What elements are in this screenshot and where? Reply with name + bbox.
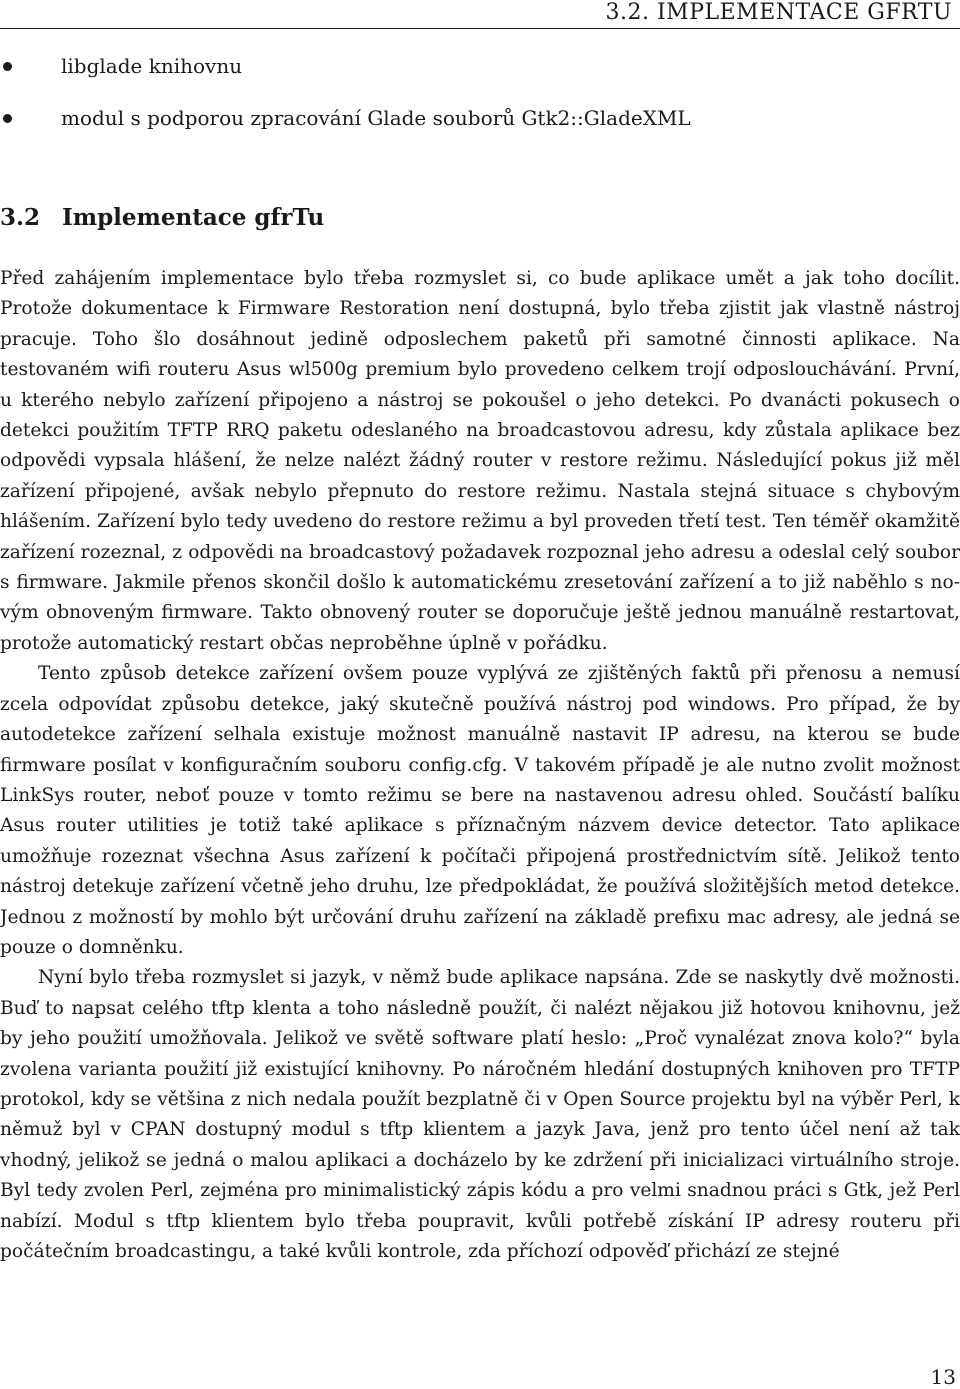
running-header: 3.2. IMPLEMENTACE GFRTU	[605, 0, 952, 25]
paragraph: Tento způsob detekce zařízení ovšem pouze vyplývá ze zjištěných faktů při přenosu a nemusí zcela odpovídat způsobu detekce, jaký skutečně používá nástroj pod windows. Pro případ, že by autodetekce zařízení selhala existuje možnost manuálně nastavit IP adresu, na kterou se bude firmware posílat v konfiguračním souboru config.cfg. V takovém případě je ale nutno zvolit možnost LinkSys router, neboť pouze v tomto režimu se bere na nastavenou adresu ohled. Součástí balíku Asus router utilities je totiž také aplikace s příznačným názvem device detector. Tato aplikace umožňuje rozeznat všechna Asus zařízení k počítači připojená prostřednictvím sítě. Jelikož tento nástroj detekuje zařízení včetně jeho druhu, lze předpokládat, že používá složitějších metod detekce. Jednou z možností by mohlo být určování druhu zařízení na základě prefixu mac adresy, ale jedná se pouze o domněnku.	[0, 663, 960, 958]
paragraph: Nyní bylo třeba rozmyslet si jazyk, v němž bude aplikace napsána. Zde se naskytly dvě možnosti. Buď to napsat celého tftp klenta a toho následně použít, či nalézt nějakou již hotovou knihovnu, jež by jeho použití umožňovala. Jelikož ve světě software platí heslo: „Proč vynalézat znova kolo?“ byla zvolena varianta použití již existující knihovny. Po náročném hledání dostupných knihoven pro TFTP protokol, kdy se většina z nich nedala použít bezplatně či v Open Source projektu byl na výběr Perl, k němuž byl v CPAN dostupný modul s tftp klientem a jazyk Java, jenž pro tento účel není až tak vhodný, jelikož se jedná o malou aplikaci a docházelo by ke zdržení při inicializaci virtuálního stroje. Byl tedy zvolen Perl, zejména pro minimalistický zápis kódu a pro velmi snadnou práci s Gtk, jež Perl nabízí. Modul s tftp klientem bylo třeba poupravit, kvůli potřebě získání IP adresy routeru při počátečním broadcastingu, a také kvůli kontrole, zda příchozí odpověď přichází ze stejné	[0, 967, 960, 1262]
section-title: Implementace gfrTu	[62, 204, 325, 231]
body-text	[0, 264, 960, 1267]
bullet-icon	[3, 62, 12, 71]
page-number: 13	[930, 1365, 956, 1389]
bullet-list	[0, 46, 960, 150]
section-number: 3.2	[0, 204, 41, 231]
paragraph: Před zahájením implementace bylo třeba rozmyslet si, co bude aplikace umět a jak toho docílit. Protože dokumentace k Firmware Restoration není dostupná, bylo třeba zjistit jak vlastně nástroj pracuje. Toho šlo dosáhnout jedině odposlechem paketů při samotné činnosti aplikace. Na testovaném wifi routeru Asus wl500g premium bylo provedeno celkem trojí odposlouchávání. První, u kterého nebylo zařízení připojeno a nástroj se pokoušel o jeho detekci. Po dvanácti pokusech o detekci použitím TFTP RRQ paketu odeslaného na broadcastovou adresu, kdy zůstala aplikace bez odpovědi vypsala hlášení, že nelze nalézt žádný router v restore režimu. Následující pokus již měl zařízení připojené, avšak nebylo přepnuto do restore režimu. Nastala stejná situace s chybovým hlášením. Zařízení bylo tedy uvedeno do restore režimu a byl proveden třetí test. Ten téměř okamžitě zařízení rozeznal, z odpovědi na broadcastový požadavek rozpoznal jeho adresu a odeslal celý soubor s firmware. Jakmile přenos skončil došlo k automatickému zresetování zařízení a to již naběhlo s novým obnoveným firmware. Takto obnovený router se doporučuje ještě jednou manuálně restartovat, protože automatický restart občas neproběhne úplně v pořádku.	[0, 268, 960, 654]
list-item	[0, 98, 960, 150]
list-item-text: libglade knihovnu	[61, 54, 243, 78]
section-heading	[0, 204, 324, 231]
list-item-text: modul s podporou zpracování Glade souborů Gtk2::GladeXML	[61, 106, 691, 130]
list-item	[0, 46, 960, 98]
header-rule	[0, 28, 960, 29]
bullet-icon	[3, 114, 12, 123]
